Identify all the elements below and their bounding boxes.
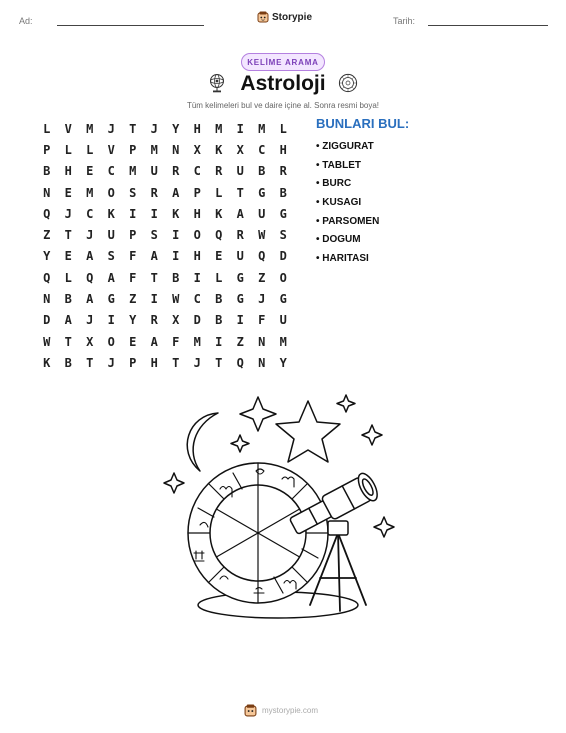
word-item: • PARSOMEN [316, 213, 379, 232]
grid-row [36, 182, 294, 203]
grid-cell[interactable]: P [129, 228, 137, 243]
grid-cell[interactable]: M [215, 121, 223, 136]
grid-cell[interactable]: O [107, 334, 115, 349]
grid-cell[interactable]: R [279, 164, 287, 179]
grid-cell[interactable]: D [193, 313, 201, 328]
grid-cell[interactable]: C [86, 206, 94, 221]
grid-cell[interactable]: D [43, 313, 51, 328]
grid-cell[interactable]: L [215, 270, 223, 285]
zodiac-wheel-icon [338, 73, 358, 93]
word-item: • TABLET [316, 157, 379, 176]
word-item: • HARITASI [316, 250, 379, 269]
grid-cell[interactable]: P [43, 142, 51, 157]
instructions: Tüm kelimeleri bul ve daire içine al. Sonra resmi boya! [186, 101, 380, 110]
grid-cell[interactable]: K [43, 355, 51, 370]
grid-cell[interactable]: H [193, 206, 201, 221]
grid-cell[interactable]: H [193, 249, 201, 264]
grid-cell[interactable]: P [129, 142, 137, 157]
grid-cell[interactable]: B [64, 355, 72, 370]
grid-cell[interactable]: O [279, 270, 287, 285]
grid-cell[interactable]: T [215, 355, 223, 370]
grid-cell[interactable]: J [107, 121, 115, 136]
grid-cell[interactable]: U [150, 164, 158, 179]
storypie-logo-icon [244, 704, 257, 717]
grid-cell[interactable]: G [258, 185, 266, 200]
grid-cell[interactable]: E [215, 249, 223, 264]
grid-cell[interactable]: R [150, 185, 158, 200]
grid-cell[interactable]: L [215, 185, 223, 200]
grid-cell[interactable]: A [107, 270, 115, 285]
astrology-illustration [160, 393, 405, 623]
grid-cell[interactable]: C [107, 164, 115, 179]
grid-cell[interactable]: D [279, 249, 287, 264]
name-label: Ad: [19, 16, 33, 26]
grid-cell[interactable]: X [193, 142, 201, 157]
grid-cell[interactable]: X [236, 142, 244, 157]
grid-cell[interactable]: Z [129, 292, 137, 307]
grid-cell[interactable]: T [64, 228, 72, 243]
brand-logo [257, 11, 312, 23]
grid-row [36, 161, 294, 182]
grid-cell[interactable]: Z [236, 334, 244, 349]
grid-cell[interactable]: Q [236, 355, 244, 370]
grid-cell[interactable]: Q [43, 206, 51, 221]
grid-cell[interactable]: Y [279, 355, 287, 370]
grid-cell[interactable]: N [258, 355, 266, 370]
word-item: • DOGUM [316, 231, 379, 250]
word-search-grid [36, 118, 294, 374]
grid-cell[interactable]: T [150, 270, 158, 285]
grid-cell[interactable]: K [215, 142, 223, 157]
grid-cell[interactable]: M [258, 121, 266, 136]
grid-cell[interactable]: P [193, 185, 201, 200]
grid-cell[interactable]: Z [258, 270, 266, 285]
grid-cell[interactable]: U [236, 249, 244, 264]
word-item: • ZIGGURAT [316, 138, 379, 157]
grid-row [36, 118, 294, 139]
grid-cell[interactable]: B [215, 313, 223, 328]
grid-cell[interactable]: M [279, 334, 287, 349]
grid-cell[interactable]: U [236, 164, 244, 179]
grid-cell[interactable]: A [150, 249, 158, 264]
grid-cell[interactable]: H [64, 164, 72, 179]
word-item: • KUSAGI [316, 194, 379, 213]
grid-cell[interactable]: L [43, 121, 51, 136]
grid-cell[interactable]: Y [129, 313, 137, 328]
grid-cell[interactable]: Y [172, 121, 180, 136]
grid-cell[interactable]: Q [86, 270, 94, 285]
grid-cell[interactable]: F [258, 313, 266, 328]
grid-cell[interactable]: E [86, 164, 94, 179]
grid-cell[interactable]: K [172, 206, 180, 221]
word-list-title: BUNLARI BUL: [316, 116, 410, 131]
grid-cell[interactable]: S [150, 228, 158, 243]
grid-row [36, 246, 294, 267]
grid-cell[interactable]: B [258, 164, 266, 179]
brand-name: Storypie [272, 11, 313, 23]
grid-cell[interactable]: S [129, 185, 137, 200]
grid-cell[interactable]: Z [43, 228, 51, 243]
grid-cell[interactable]: O [193, 228, 201, 243]
grid-row [36, 352, 294, 373]
grid-cell[interactable]: M [86, 121, 94, 136]
grid-cell[interactable]: J [64, 206, 72, 221]
footer-url: mystorypie.com [262, 706, 319, 715]
grid-cell[interactable]: P [129, 355, 137, 370]
page-title: Astroloji [240, 72, 326, 95]
grid-cell[interactable]: R [215, 164, 223, 179]
grid-cell[interactable]: E [64, 249, 72, 264]
grid-cell[interactable]: I [107, 313, 115, 328]
grid-cell[interactable]: U [279, 313, 287, 328]
grid-cell[interactable]: A [172, 185, 180, 200]
grid-cell[interactable]: B [172, 270, 180, 285]
date-label: Tarih: [393, 16, 416, 26]
grid-cell[interactable]: B [64, 292, 72, 307]
grid-cell[interactable]: V [64, 121, 72, 136]
grid-cell[interactable]: A [236, 206, 244, 221]
grid-cell[interactable]: S [279, 228, 287, 243]
grid-cell[interactable]: I [150, 292, 158, 307]
grid-cell[interactable]: V [107, 142, 115, 157]
word-list [316, 138, 379, 269]
grid-cell[interactable]: N [43, 185, 51, 200]
grid-row [36, 267, 294, 288]
grid-cell[interactable]: I [236, 313, 244, 328]
grid-cell[interactable]: M [150, 142, 158, 157]
grid-cell[interactable]: W [43, 334, 51, 349]
grid-cell[interactable]: S [107, 249, 115, 264]
grid-cell[interactable]: K [215, 206, 223, 221]
grid-cell[interactable]: L [64, 142, 72, 157]
grid-cell[interactable]: N [172, 142, 180, 157]
grid-cell[interactable]: X [172, 313, 180, 328]
grid-cell[interactable]: A [64, 313, 72, 328]
grid-cell[interactable]: G [236, 270, 244, 285]
grid-cell[interactable]: T [236, 185, 244, 200]
grid-cell[interactable]: C [258, 142, 266, 157]
grid-cell[interactable]: G [236, 292, 244, 307]
grid-cell[interactable]: G [107, 292, 115, 307]
grid-cell[interactable]: J [86, 228, 94, 243]
grid-cell[interactable]: T [86, 355, 94, 370]
grid-cell[interactable]: U [107, 228, 115, 243]
grid-cell[interactable]: A [86, 249, 94, 264]
grid-cell[interactable]: J [150, 121, 158, 136]
grid-cell[interactable]: N [43, 292, 51, 307]
grid-cell[interactable]: R [236, 228, 244, 243]
grid-cell[interactable]: I [215, 334, 223, 349]
grid-row [36, 331, 294, 352]
name-line [57, 25, 204, 26]
grid-cell[interactable]: F [129, 270, 137, 285]
word-item: • BURC [316, 175, 379, 194]
grid-cell[interactable]: I [236, 121, 244, 136]
grid-cell[interactable]: R [150, 313, 158, 328]
grid-row [36, 203, 294, 224]
grid-cell[interactable]: N [258, 334, 266, 349]
grid-cell[interactable]: J [86, 313, 94, 328]
grid-cell[interactable]: Q [215, 228, 223, 243]
grid-row [36, 224, 294, 245]
grid-cell[interactable]: M [129, 164, 137, 179]
grid-cell[interactable]: I [172, 249, 180, 264]
grid-cell[interactable]: Q [258, 249, 266, 264]
grid-cell[interactable]: I [172, 228, 180, 243]
grid-cell[interactable]: H [150, 355, 158, 370]
date-line [428, 25, 548, 26]
grid-cell[interactable]: M [86, 185, 94, 200]
grid-cell[interactable]: E [64, 185, 72, 200]
grid-cell[interactable]: E [129, 334, 137, 349]
category-badge: KELİME ARAMA [241, 53, 325, 71]
grid-cell[interactable]: B [215, 292, 223, 307]
grid-cell[interactable]: K [107, 206, 115, 221]
grid-cell[interactable]: O [107, 185, 115, 200]
grid-cell[interactable]: F [129, 249, 137, 264]
grid-cell[interactable]: C [193, 164, 201, 179]
grid-cell[interactable]: C [193, 292, 201, 307]
grid-cell[interactable]: B [43, 164, 51, 179]
grid-row [36, 139, 294, 160]
footer [244, 704, 318, 717]
grid-cell[interactable]: F [172, 334, 180, 349]
grid-cell[interactable]: I [193, 270, 201, 285]
grid-cell[interactable]: I [150, 206, 158, 221]
grid-cell[interactable]: W [172, 292, 180, 307]
grid-cell[interactable]: W [258, 228, 266, 243]
grid-row [36, 288, 294, 309]
grid-cell[interactable]: M [193, 334, 201, 349]
grid-cell[interactable]: T [64, 334, 72, 349]
grid-cell[interactable]: A [150, 334, 158, 349]
grid-cell[interactable]: L [279, 121, 287, 136]
grid-cell[interactable]: Y [43, 249, 51, 264]
grid-cell[interactable]: I [129, 206, 137, 221]
grid-cell[interactable]: U [258, 206, 266, 221]
grid-cell[interactable]: G [279, 206, 287, 221]
grid-cell[interactable]: L [86, 142, 94, 157]
grid-cell[interactable]: T [129, 121, 137, 136]
grid-cell[interactable]: J [107, 355, 115, 370]
grid-cell[interactable]: X [86, 334, 94, 349]
grid-cell[interactable]: B [279, 185, 287, 200]
grid-cell[interactable]: G [279, 292, 287, 307]
grid-cell[interactable]: A [86, 292, 94, 307]
grid-cell[interactable]: H [279, 142, 287, 157]
grid-cell[interactable]: L [64, 270, 72, 285]
grid-row [36, 310, 294, 331]
grid-cell[interactable]: Q [43, 270, 51, 285]
grid-cell[interactable]: T [172, 355, 180, 370]
grid-cell[interactable]: J [193, 355, 201, 370]
grid-cell[interactable]: R [172, 164, 180, 179]
grid-cell[interactable]: J [258, 292, 266, 307]
storypie-logo-icon [257, 11, 269, 23]
grid-cell[interactable]: H [193, 121, 201, 136]
